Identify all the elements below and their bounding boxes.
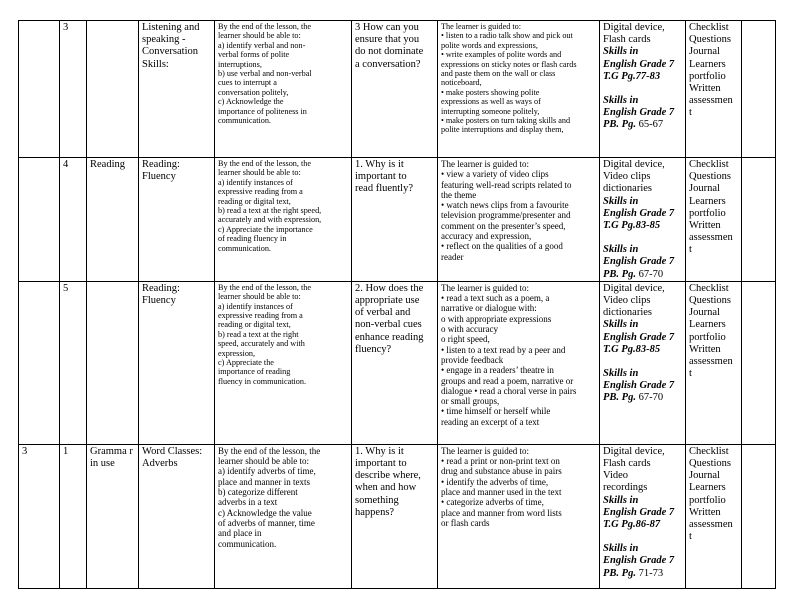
teacher-guide-ref: Skills in [603,319,639,331]
outcome-line: and place in [218,528,262,539]
experience-line: • view a variety of video clips [441,169,549,180]
outcome-line: a) identify verbal and non- [218,40,306,50]
pupils-book-title: Skills in [603,244,639,256]
table-row [19,281,776,444]
pupils-book-title: Skills in [603,368,639,380]
experience-line: • make posters showing polite [441,87,540,97]
learning-experiences-cell [438,158,600,282]
assessment-line: portfolio [689,494,726,506]
teacher-guide-ref: English Grade 7 [603,506,675,518]
experience-line: provide feedback [441,354,504,365]
outcome-line: b) use verbal and non-verbal [218,69,312,79]
experience-line: The learner is guided to: [441,159,529,169]
resource-item: Video clips [603,295,651,307]
lesson-number: 5 [63,282,69,294]
key-inquiry-question-cell [352,158,438,282]
question-line: happens? [355,506,395,518]
assessment-line: t [689,244,692,256]
sub-strand-line: Adverbs [142,458,178,470]
experience-line: • engage in a readers’ theatre in [441,365,554,376]
question-line: enhance reading [355,331,424,343]
pupils-book-ref [603,392,682,404]
outcome-line: cues to interrupt a [218,78,277,88]
experience-line: reading an excerpt of a text [441,416,540,427]
question-line: do not dominate [355,46,424,58]
outcome-line: By the end of the lesson, the [218,282,312,292]
strand-text: Reading [90,159,125,170]
learning-resources-cell [600,21,686,158]
teacher-guide-ref: English Grade 7 [603,58,675,70]
outcome-line: c) Appreciate the [218,358,274,368]
experience-line: accuracy and expression, [441,231,532,242]
teacher-guide-ref: English Grade 7 [603,331,675,343]
week-cell [19,444,60,588]
assessment-line: Written [689,220,721,232]
resource-item: recordings [603,482,648,494]
outcome-line: verbal forms of polite [218,50,290,60]
outcome-line: accurately and with expression, [218,215,322,225]
assessment-line: assessmen [689,232,733,244]
resource-item: Digital device, [603,22,665,33]
assessment-line: assessmen [689,356,733,368]
learning-outcomes-cell [215,281,352,444]
pupils-book-title: Skills in [603,95,639,107]
question-line: 1. Why is it [355,159,404,170]
outcome-line: b) categorize different [218,487,298,498]
pupils-book-label: PB. Pg. [603,567,636,579]
sub-strand-line: Reading: [142,159,180,170]
outcome-line: speed, accurately and with [218,339,305,349]
learning-outcomes-cell [215,444,352,588]
outcome-line: interruptions, [218,59,262,69]
key-inquiry-question-cell [352,281,438,444]
lesson-cell [60,444,87,588]
week-cell [19,158,60,282]
table-row [19,21,776,158]
question-line: read fluently? [355,183,414,195]
resource-item: Digital device, [603,282,665,294]
table-row [19,444,776,588]
assessment-line: Journal [689,183,720,195]
experience-line: o right speed, [441,334,490,345]
experience-line: o with appropriate expressions [441,313,552,324]
outcome-line: conversation politely, [218,87,289,97]
resource-item: Flash cards [603,458,651,470]
experience-line: featuring well-read scripts related to [441,179,572,190]
experience-line: comment on the presenter’s speed, [441,220,566,231]
experience-line: expressions as well as ways of [441,97,541,107]
resource-item: Video clips [603,171,651,183]
experience-line: interrupting someone politely, [441,106,540,116]
sub-strand-line: Conversation [142,46,198,58]
assessment-line: portfolio [689,331,726,343]
outcome-line: importance of reading [218,367,291,377]
question-line: 1. Why is it [355,445,404,457]
remarks-cell [742,281,776,444]
assessment-line: Written [689,343,721,355]
teacher-guide-ref: Skills in [603,195,639,207]
experience-line: reader [441,251,464,262]
assessment-line: Checklist [689,159,729,170]
assessment-line: Learners [689,319,726,331]
pupils-book-pages: 65-67 [638,119,664,131]
experience-line: groups and read a poem, narrative or [441,375,574,386]
pupils-book-label: PB. Pg. [603,119,636,131]
strand-cell [87,21,139,158]
outcome-line: b) read a text at the right speed, [218,206,322,216]
experience-line: dialogue • read a choral verse in pairs [441,385,577,396]
assessment-cell [686,158,742,282]
question-line: important to [355,171,407,183]
pupils-book-pages: 67-70 [638,392,664,404]
question-line: of verbal and [355,307,411,319]
pupils-book-title: English Grade 7 [603,555,675,567]
assessment-line: Questions [689,458,731,470]
week-cell [19,281,60,444]
experience-line: • categorize adverbs of time, [441,497,544,508]
assessment-line: Learners [689,58,726,70]
teacher-guide-ref: Skills in [603,494,639,506]
assessment-line: t [689,107,692,119]
spacer [603,83,682,95]
experience-line: or small groups, [441,396,500,407]
experience-line: • listen to a radio talk show and pick out [441,31,573,41]
sub-strand-cell [139,281,215,444]
key-inquiry-question-cell [352,21,438,158]
experience-line: • write examples of polite words and [441,50,562,60]
assessment-line: portfolio [689,70,726,82]
experience-line: polite words and expressions, [441,40,538,50]
outcome-line: a) identify instances of [218,177,293,187]
outcome-line: By the end of the lesson, the [218,22,312,31]
outcome-line: reading or digital text, [218,196,291,206]
outcome-line: learner should be able to: [218,168,301,178]
strand-cell [87,281,139,444]
outcome-line: fluency in communication. [218,376,306,386]
sub-strand-line: Reading: [142,282,180,294]
question-line: non-verbal cues [355,319,422,331]
sub-strand-line: Fluency [142,295,176,307]
question-line: ensure that you [355,34,420,46]
experience-line: • make posters on turn taking skills and [441,116,571,126]
experience-line: The learner is guided to: [441,445,529,456]
resource-item: Flash cards [603,34,651,46]
experience-line: or flash cards [441,517,490,528]
resource-item: dictionaries [603,183,652,195]
week-number: 3 [22,445,28,457]
spacer [603,531,682,543]
experience-line: television programme/presenter and [441,210,571,221]
lesson-number: 3 [63,22,69,33]
pupils-book-title: English Grade 7 [603,107,675,119]
question-line: 2. How does the [355,282,424,294]
assessment-line: Checklist [689,282,729,294]
sub-strand-line: Skills: [142,58,169,70]
assessment-line: Learners [689,482,726,494]
sub-strand-cell [139,21,215,158]
outcome-line: communication. [218,538,277,549]
pupils-book-title: English Grade 7 [603,256,675,268]
resource-item: Video [603,470,629,482]
pupils-book-pages: 67-70 [638,268,664,280]
experience-line: narrative or dialogue with: [441,303,537,314]
outcome-line: importance of politeness in [218,106,307,116]
sub-strand-cell [139,158,215,282]
outcome-line: expression, [218,348,256,358]
outcome-line: of adverbs of manner, time [218,517,315,528]
outcome-line: By the end of the lesson, the [218,159,312,168]
outcome-line: a) identify adverbs of time, [218,466,316,477]
learning-outcomes-cell [215,158,352,282]
pupils-book-ref [603,119,682,131]
outcome-line: expressive reading from a [218,187,303,197]
question-line: something [355,494,399,506]
experience-line: • listen to a text read by a peer and [441,344,566,355]
outcome-line: place and manner in texts [218,476,310,487]
outcome-line: c) Appreciate the importance [218,224,313,234]
outcome-line: communication. [218,116,271,126]
scheme-of-work-table [18,20,776,589]
assessment-line: t [689,531,692,543]
learning-outcomes-cell [215,21,352,158]
experience-line: expressions on sticky notes or flash cards [441,59,577,69]
question-line: 3 How can you [355,22,419,33]
experience-line: drug and substance abuse in pairs [441,466,562,477]
experience-line: the theme [441,189,477,200]
pupils-book-pages: 71-73 [638,567,664,579]
assessment-line: Questions [689,171,731,183]
experience-line: and paste them on the wall or class [441,69,556,79]
teacher-guide-ref: T.G Pg.77-83 [603,70,661,82]
lesson-cell [60,158,87,282]
teacher-guide-ref: English Grade 7 [603,207,675,219]
learning-experiences-cell [438,281,600,444]
resource-item: Digital device, [603,159,665,170]
question-line: fluency? [355,343,392,355]
strand-text: Gramma r in use [90,445,133,470]
experience-line: • read a print or non-print text on [441,456,560,467]
question-line: a conversation? [355,58,421,70]
sub-strand-line: speaking - [142,34,186,46]
assessment-line: Learners [689,195,726,207]
strand-cell [87,444,139,588]
question-line: appropriate use [355,295,420,307]
teacher-guide-ref: T.G Pg.83-85 [603,220,661,232]
sub-strand-cell [139,444,215,588]
outcome-line: c) Acknowledge the value [218,507,312,518]
lesson-number: 4 [63,159,69,170]
experience-line: place and manner used in the text [441,487,562,498]
experience-line: • read a text such as a poem, a [441,293,550,304]
resource-item: dictionaries [603,307,652,319]
remarks-cell [742,21,776,158]
experience-line: • reflect on the qualities of a good [441,241,563,252]
lesson-cell [60,21,87,158]
outcome-line: expressive reading from a [218,311,303,321]
learning-experiences-cell [438,444,600,588]
spacer [603,232,682,244]
assessment-cell [686,444,742,588]
experience-line: • watch news clips from a favourite [441,200,569,211]
assessment-line: portfolio [689,207,726,219]
outcome-line: adverbs in a text [218,497,278,508]
assessment-line: Journal [689,307,720,319]
experience-line: place and manner from word lists [441,507,562,518]
experience-line: • time himself or herself while [441,406,551,417]
experience-line: polite interruptions and display them, [441,125,564,135]
learning-experiences-cell [438,21,600,158]
assessment-line: t [689,368,692,380]
outcome-line: a) identify instances of [218,301,293,311]
lesson-number: 1 [63,445,69,457]
assessment-line: Written [689,506,721,518]
experience-line: The learner is guided to: [441,22,522,31]
experience-line: o with accuracy [441,324,498,335]
outcome-line: learner should be able to: [218,456,309,467]
pupils-book-label: PB. Pg. [603,268,636,280]
teacher-guide-ref: T.G Pg.86-87 [603,519,661,531]
outcome-line: reading or digital text, [218,320,291,330]
assessment-line: Checklist [689,22,729,33]
teacher-guide-ref: T.G Pg.83-85 [603,343,661,355]
learning-resources-cell [600,444,686,588]
assessment-cell [686,21,742,158]
assessment-line: Questions [689,34,731,46]
assessment-line: Written [689,83,721,95]
experience-line: noticeboard, [441,78,482,88]
remarks-cell [742,444,776,588]
outcome-line: of reading fluency in [218,234,287,244]
pupils-book-ref [603,269,682,281]
learning-resources-cell [600,281,686,444]
learning-resources-cell [600,158,686,282]
assessment-line: Checklist [689,445,729,457]
outcome-line: c) Acknowledge the [218,97,284,107]
outcome-line: learner should be able to: [218,31,301,41]
remarks-cell [742,158,776,282]
teacher-guide-ref: Skills in [603,46,639,58]
outcome-line: b) read a text at the right [218,329,299,339]
sub-strand-line: Word Classes: [142,445,203,457]
outcome-line: By the end of the lesson, the [218,445,321,456]
lesson-cell [60,281,87,444]
question-line: when and how [355,482,417,494]
experience-line: The learner is guided to: [441,282,529,293]
pupils-book-ref [603,568,682,580]
assessment-line: Journal [689,470,720,482]
spacer [603,356,682,368]
week-cell [19,21,60,158]
experience-line: • identify the adverbs of time, [441,476,549,487]
assessment-line: assessmen [689,95,733,107]
assessment-line: Journal [689,46,720,58]
key-inquiry-question-cell [352,444,438,588]
table-row [19,158,776,282]
assessment-line: Questions [689,295,731,307]
outcome-line: learner should be able to: [218,292,301,302]
outcome-line: communication. [218,243,271,253]
resource-item: Digital device, [603,445,665,457]
sub-strand-line: Fluency [142,171,176,183]
assessment-cell [686,281,742,444]
sub-strand-line: Listening and [142,22,200,33]
pupils-book-label: PB. Pg. [603,392,636,404]
assessment-line: assessmen [689,519,733,531]
pupils-book-title: English Grade 7 [603,380,675,392]
question-line: describe where, [355,470,421,482]
strand-cell [87,158,139,282]
pupils-book-title: Skills in [603,543,639,555]
question-line: important to [355,458,407,470]
